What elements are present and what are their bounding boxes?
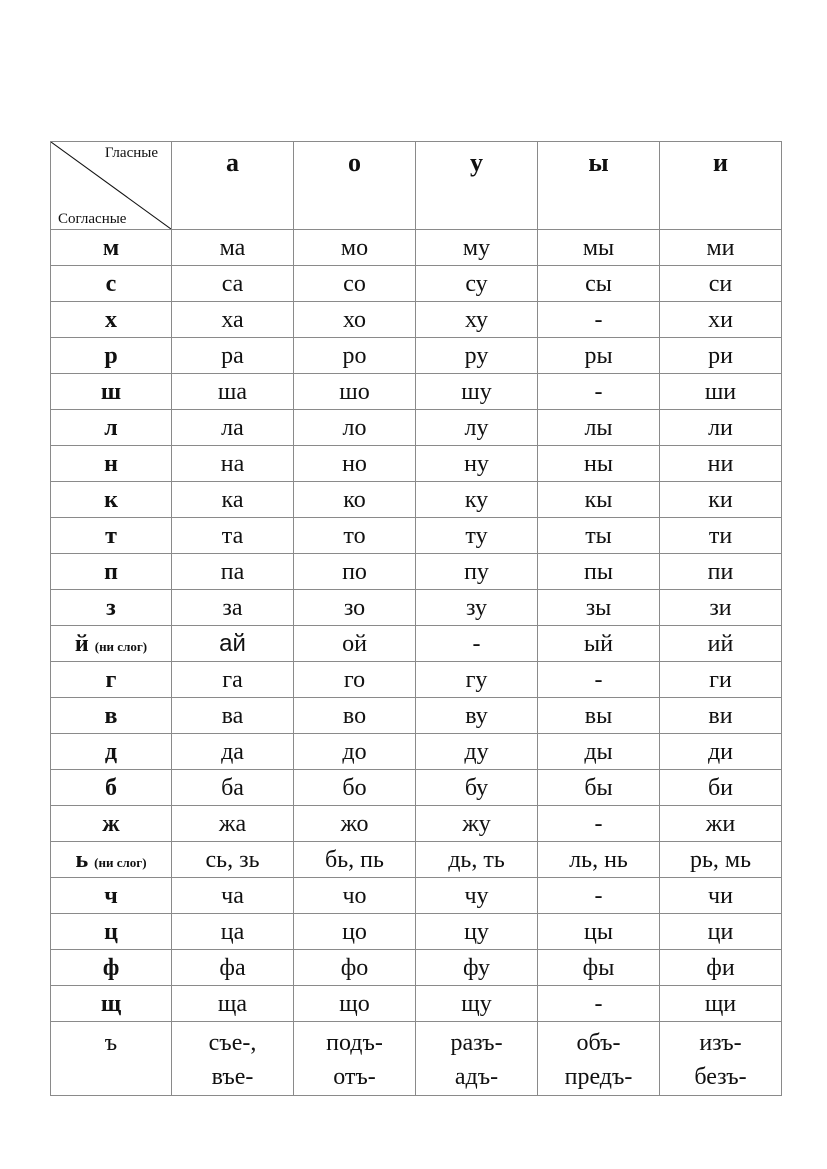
table-row — [51, 842, 782, 878]
syllable-cell: со — [294, 266, 416, 302]
syllable-cell: пы — [538, 554, 660, 590]
consonant-cell — [51, 698, 172, 734]
consonant-cell — [51, 266, 172, 302]
consonant-letter: х — [105, 306, 117, 333]
table-row — [51, 338, 782, 374]
table-row — [51, 878, 782, 914]
syllable-cell: шу — [416, 374, 538, 410]
consonant-letter: г — [105, 666, 117, 693]
syllable-cell: чу — [416, 878, 538, 914]
syllable-cell: щу — [416, 986, 538, 1022]
table-row — [51, 266, 782, 302]
table-row — [51, 590, 782, 626]
syllable-cell: ру — [416, 338, 538, 374]
syllable-cell: ку — [416, 482, 538, 518]
consonant-letter: й — [74, 630, 89, 657]
syllable-cell: мо — [294, 230, 416, 266]
prefix: объ- — [576, 1030, 621, 1056]
consonant-letter: ц — [104, 918, 118, 945]
prefix: изъ- — [699, 1030, 742, 1056]
table-row — [51, 950, 782, 986]
syllable-cell: чи — [660, 878, 782, 914]
syllable-cell: шо — [294, 374, 416, 410]
corner-cell — [51, 142, 172, 230]
consonant-cell: ъ — [51, 1022, 172, 1096]
syllable-cell: бо — [294, 770, 416, 806]
syllable-cell: фо — [294, 950, 416, 986]
syllable-cell: - — [538, 302, 660, 338]
syllable-cell: бь, пь — [294, 842, 416, 878]
table-row — [51, 770, 782, 806]
consonants-axis-label: Согласные — [58, 211, 127, 227]
syllable-cell: що — [294, 986, 416, 1022]
syllable-cell: бы — [538, 770, 660, 806]
vowel-header: о — [294, 142, 416, 230]
syllable-cell — [660, 1022, 782, 1096]
syllable-cell — [294, 1022, 416, 1096]
consonant-cell — [51, 986, 172, 1022]
consonant-letter: р — [104, 342, 118, 369]
syllable-cell: ту — [416, 518, 538, 554]
syllable-cell: жи — [660, 806, 782, 842]
table-row — [51, 446, 782, 482]
syllable-cell: хи — [660, 302, 782, 338]
syllable-cell: зу — [416, 590, 538, 626]
syllable-cell: му — [416, 230, 538, 266]
table-row — [51, 626, 782, 662]
consonant-letter: ф — [102, 954, 120, 981]
syllable-cell: жа — [172, 806, 294, 842]
table-row — [51, 410, 782, 446]
syllable-cell: - — [538, 986, 660, 1022]
consonant-cell — [51, 770, 172, 806]
syllable-cell: си — [660, 266, 782, 302]
syllable-cell: лы — [538, 410, 660, 446]
consonant-cell — [51, 410, 172, 446]
syllable-cell: ды — [538, 734, 660, 770]
syllable-cell: ла — [172, 410, 294, 446]
consonant-cell — [51, 914, 172, 950]
syllable-cell: су — [416, 266, 538, 302]
syllable-cell: цы — [538, 914, 660, 950]
syllable-cell: го — [294, 662, 416, 698]
syllable-cell: ый — [538, 626, 660, 662]
syllable-cell: пи — [660, 554, 782, 590]
syllable-cell: до — [294, 734, 416, 770]
syllable-cell: фу — [416, 950, 538, 986]
table-row — [51, 518, 782, 554]
table-row — [51, 230, 782, 266]
consonant-cell — [51, 554, 172, 590]
syllable-cell: ай — [172, 626, 294, 662]
syllable-cell: цу — [416, 914, 538, 950]
consonant-letter: м — [102, 234, 120, 261]
syllable-cell: ви — [660, 698, 782, 734]
syllable-cell: ро — [294, 338, 416, 374]
syllable-cell: - — [538, 806, 660, 842]
consonant-note: (ни слог) — [94, 638, 148, 654]
syllable-cell: та — [172, 518, 294, 554]
syllable-cell: ци — [660, 914, 782, 950]
syllable-cell: сь, зь — [172, 842, 294, 878]
consonant-letter: щ — [100, 990, 122, 1017]
syllable-cell: бу — [416, 770, 538, 806]
table-row — [51, 734, 782, 770]
consonant-cell — [51, 446, 172, 482]
syllable-cell: чо — [294, 878, 416, 914]
syllable-cell: цо — [294, 914, 416, 950]
syllable-cell: ги — [660, 662, 782, 698]
syllable-cell: зы — [538, 590, 660, 626]
syllable-cell: га — [172, 662, 294, 698]
syllable-cell: фа — [172, 950, 294, 986]
consonant-cell — [51, 230, 172, 266]
prefix: безъ- — [694, 1064, 747, 1090]
syllable-cell: ки — [660, 482, 782, 518]
syllable-cell: ху — [416, 302, 538, 338]
syllable-cell: щи — [660, 986, 782, 1022]
syllable-cell: во — [294, 698, 416, 734]
syllable-cell: мы — [538, 230, 660, 266]
consonant-cell — [51, 950, 172, 986]
syllable-cell: то — [294, 518, 416, 554]
consonant-letter: ь — [75, 846, 89, 873]
syllable-cell: ни — [660, 446, 782, 482]
consonant-letter: ш — [100, 378, 122, 405]
consonant-letter: з — [106, 594, 116, 621]
syllable-cell: - — [538, 878, 660, 914]
consonant-cell — [51, 626, 172, 662]
table-row — [51, 554, 782, 590]
prefix: адъ- — [454, 1064, 499, 1090]
consonant-cell — [51, 482, 172, 518]
syllable-cell: фы — [538, 950, 660, 986]
syllable-cell: - — [538, 374, 660, 410]
consonant-cell — [51, 302, 172, 338]
syllable-cell: жо — [294, 806, 416, 842]
consonant-letter: ж — [102, 810, 120, 837]
table-row — [51, 482, 782, 518]
syllable-cell: сы — [538, 266, 660, 302]
syllable-cell: да — [172, 734, 294, 770]
prefix: разъ- — [450, 1030, 503, 1056]
syllable-cell: рь, мь — [660, 842, 782, 878]
syllable-cell: фи — [660, 950, 782, 986]
table-row — [51, 374, 782, 410]
syllable-cell: ий — [660, 626, 782, 662]
consonant-letter: д — [104, 738, 118, 765]
syllable-cell: кы — [538, 482, 660, 518]
syllable-cell: ма — [172, 230, 294, 266]
syllable-cell: зи — [660, 590, 782, 626]
table-row — [51, 806, 782, 842]
vowels-axis-label: Гласные — [104, 145, 158, 161]
syllable-cell: вы — [538, 698, 660, 734]
syllable-cell: ча — [172, 878, 294, 914]
table-row-hard-sign — [51, 1022, 782, 1096]
syllable-cell: ди — [660, 734, 782, 770]
consonant-letter: л — [104, 414, 118, 441]
vowel-header: и — [660, 142, 782, 230]
header-row — [51, 142, 782, 230]
syllable-cell: - — [416, 626, 538, 662]
syllable-cell: гу — [416, 662, 538, 698]
syllable-cell — [172, 1022, 294, 1096]
consonant-cell — [51, 662, 172, 698]
table-row — [51, 914, 782, 950]
consonant-note: (ни слог) — [94, 854, 147, 870]
syllable-cell: ль, нь — [538, 842, 660, 878]
syllable-cell: са — [172, 266, 294, 302]
syllable-cell: ны — [538, 446, 660, 482]
syllable-cell: зо — [294, 590, 416, 626]
consonant-letter: н — [104, 450, 118, 477]
syllable-cell: за — [172, 590, 294, 626]
syllable-cell: ду — [416, 734, 538, 770]
consonant-cell — [51, 590, 172, 626]
syllable-cell: би — [660, 770, 782, 806]
consonant-cell — [51, 338, 172, 374]
consonant-cell — [51, 878, 172, 914]
prefix: предъ- — [564, 1064, 633, 1090]
consonant-letter: с — [105, 270, 117, 297]
syllable-cell: хо — [294, 302, 416, 338]
table-row — [51, 698, 782, 734]
table-body — [51, 230, 782, 1096]
syllable-cell: ка — [172, 482, 294, 518]
consonant-letter: к — [104, 486, 118, 513]
syllable-cell: ли — [660, 410, 782, 446]
syllable-cell: дь, ть — [416, 842, 538, 878]
prefix: подъ- — [326, 1030, 383, 1056]
syllable-cell: ба — [172, 770, 294, 806]
syllable-cell: пу — [416, 554, 538, 590]
consonant-cell — [51, 734, 172, 770]
prefix: съе-, — [208, 1030, 257, 1056]
consonant-letter: т — [105, 522, 117, 549]
syllable-cell: ты — [538, 518, 660, 554]
consonant-cell — [51, 518, 172, 554]
syllable-cell: ра — [172, 338, 294, 374]
syllable-cell: ща — [172, 986, 294, 1022]
syllable-cell: - — [538, 662, 660, 698]
consonant-cell — [51, 374, 172, 410]
syllable-cell: па — [172, 554, 294, 590]
consonant-cell — [51, 806, 172, 842]
table-row — [51, 986, 782, 1022]
syllable-cell: ну — [416, 446, 538, 482]
prefix: отъ- — [333, 1064, 376, 1090]
vowel-header: ы — [538, 142, 660, 230]
syllable-cell: но — [294, 446, 416, 482]
syllable-cell: ву — [416, 698, 538, 734]
syllable-table — [50, 141, 782, 1096]
syllable-cell: ха — [172, 302, 294, 338]
syllable-cell: ти — [660, 518, 782, 554]
prefix: въе- — [211, 1064, 254, 1090]
syllable-cell: ло — [294, 410, 416, 446]
vowel-header: у — [416, 142, 538, 230]
consonant-letter: ч — [104, 882, 118, 909]
syllable-cell: ца — [172, 914, 294, 950]
vowel-header: а — [172, 142, 294, 230]
syllable-cell: ша — [172, 374, 294, 410]
syllable-cell: ой — [294, 626, 416, 662]
syllable-cell — [538, 1022, 660, 1096]
syllable-cell: на — [172, 446, 294, 482]
syllable-cell: ми — [660, 230, 782, 266]
consonant-letter: в — [104, 702, 118, 729]
syllable-cell: ши — [660, 374, 782, 410]
syllable-cell: ко — [294, 482, 416, 518]
syllable-cell: ры — [538, 338, 660, 374]
table-row — [51, 302, 782, 338]
syllable-cell: ва — [172, 698, 294, 734]
syllable-cell — [416, 1022, 538, 1096]
consonant-letter: п — [104, 558, 118, 585]
syllable-cell: жу — [416, 806, 538, 842]
consonant-cell — [51, 842, 172, 878]
syllable-cell: по — [294, 554, 416, 590]
table-row — [51, 662, 782, 698]
syllable-cell: ри — [660, 338, 782, 374]
consonant-letter: б — [105, 774, 117, 801]
syllable-cell: лу — [416, 410, 538, 446]
